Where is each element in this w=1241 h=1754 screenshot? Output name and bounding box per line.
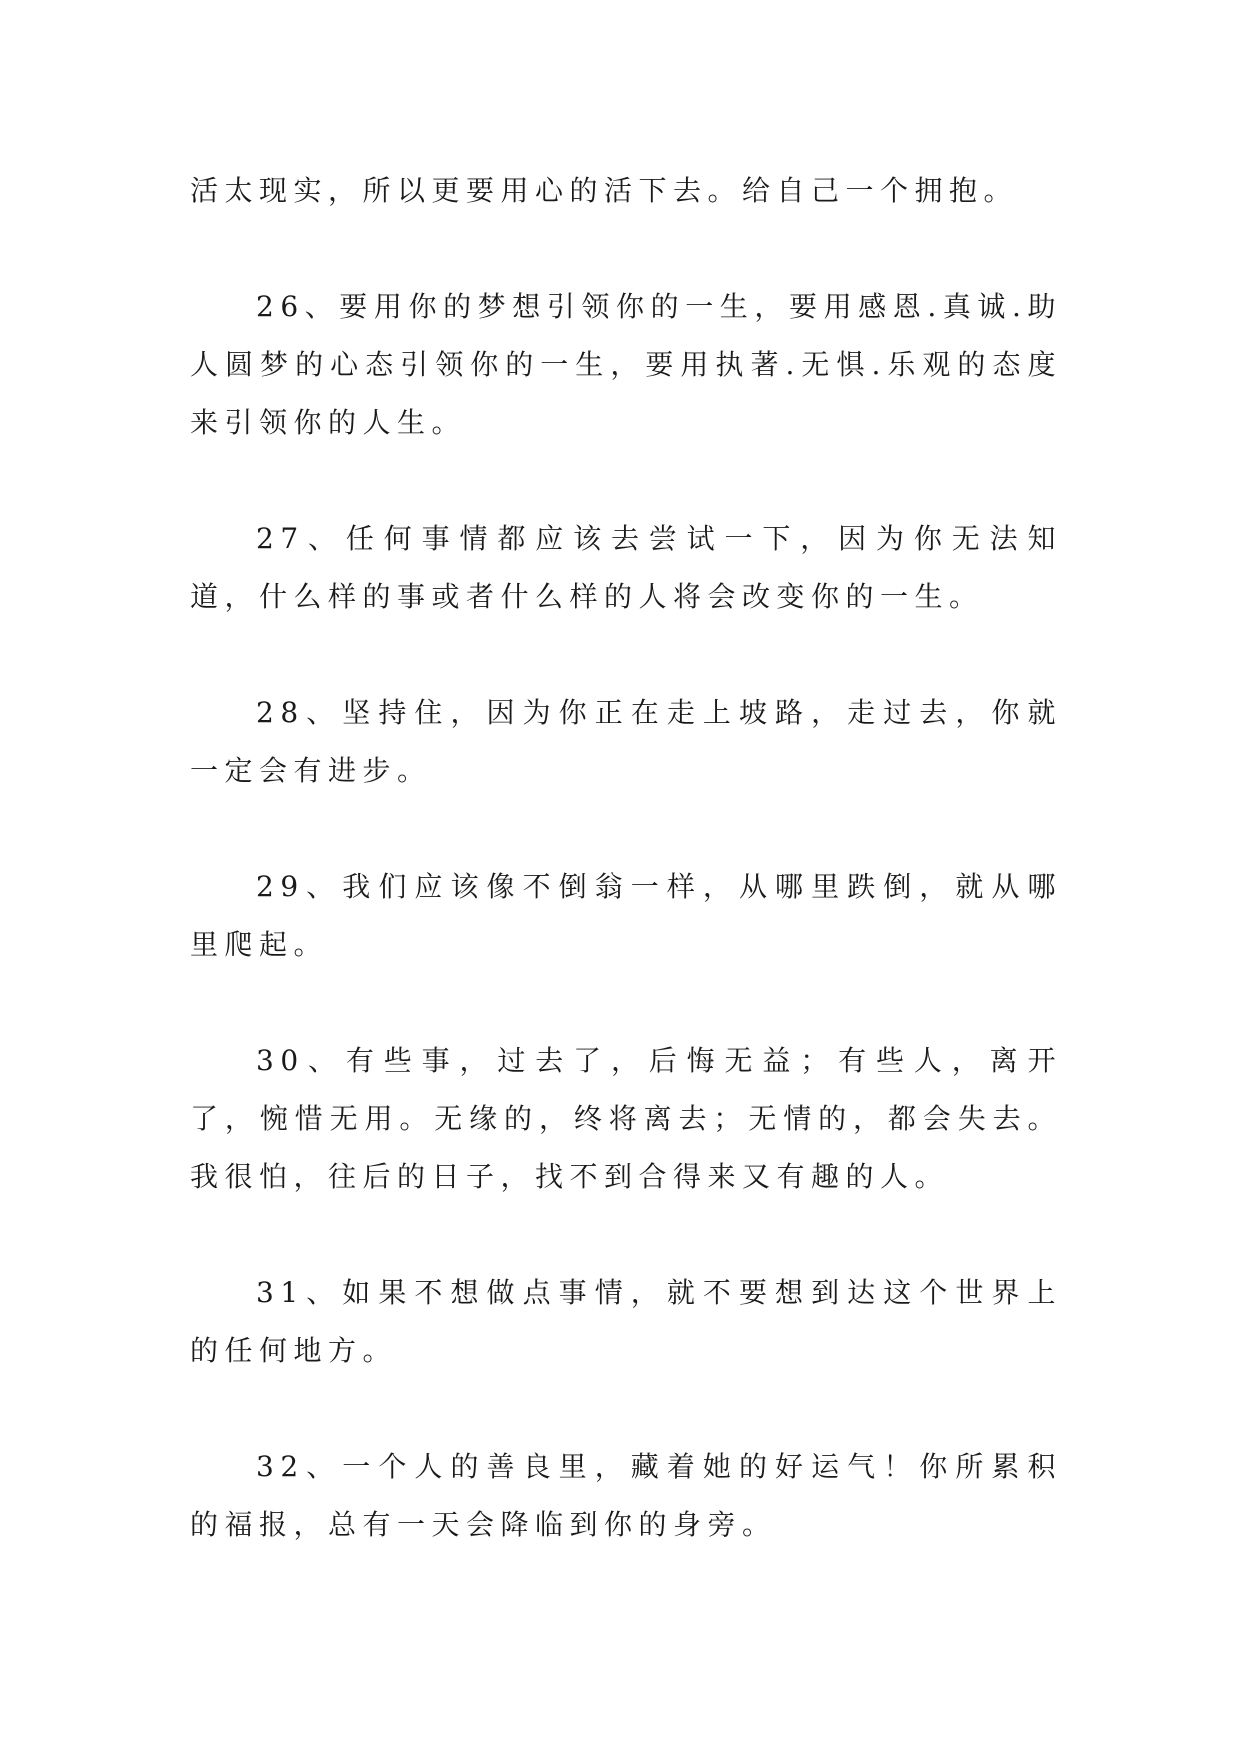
paragraph-continuation: 活太现实，所以更要用心的活下去。给自己一个拥抱。 xyxy=(190,174,1019,207)
paragraph-29: 29、我们应该像不倒翁一样，从哪里跌倒，就从哪里爬起。 xyxy=(190,870,1062,961)
paragraph-28: 28、坚持住，因为你正在走上坡路，走过去，你就一定会有进步。 xyxy=(190,696,1062,787)
document-body xyxy=(190,162,1062,1554)
paragraph-26: 26、要用你的梦想引领你的一生，要用感恩.真诚.助人圆梦的心态引领你的一生，要用执著.无惧.乐观的态度来引领你的人生。 xyxy=(190,290,1062,439)
paragraph-31: 31、如果不想做点事情，就不要想到达这个世界上的任何地方。 xyxy=(190,1276,1062,1367)
paragraph-30: 30、有些事，过去了，后悔无益；有些人，离开了，惋惜无用。无缘的，终将离去；无情的，都会失去。我很怕，往后的日子，找不到合得来又有趣的人。 xyxy=(190,1044,1062,1193)
paragraph-32: 32、一个人的善良里，藏着她的好运气！你所累积的福报，总有一天会降临到你的身旁。 xyxy=(190,1450,1062,1541)
paragraph-27: 27、任何事情都应该去尝试一下，因为你无法知道，什么样的事或者什么样的人将会改变你的一生。 xyxy=(190,522,1062,613)
